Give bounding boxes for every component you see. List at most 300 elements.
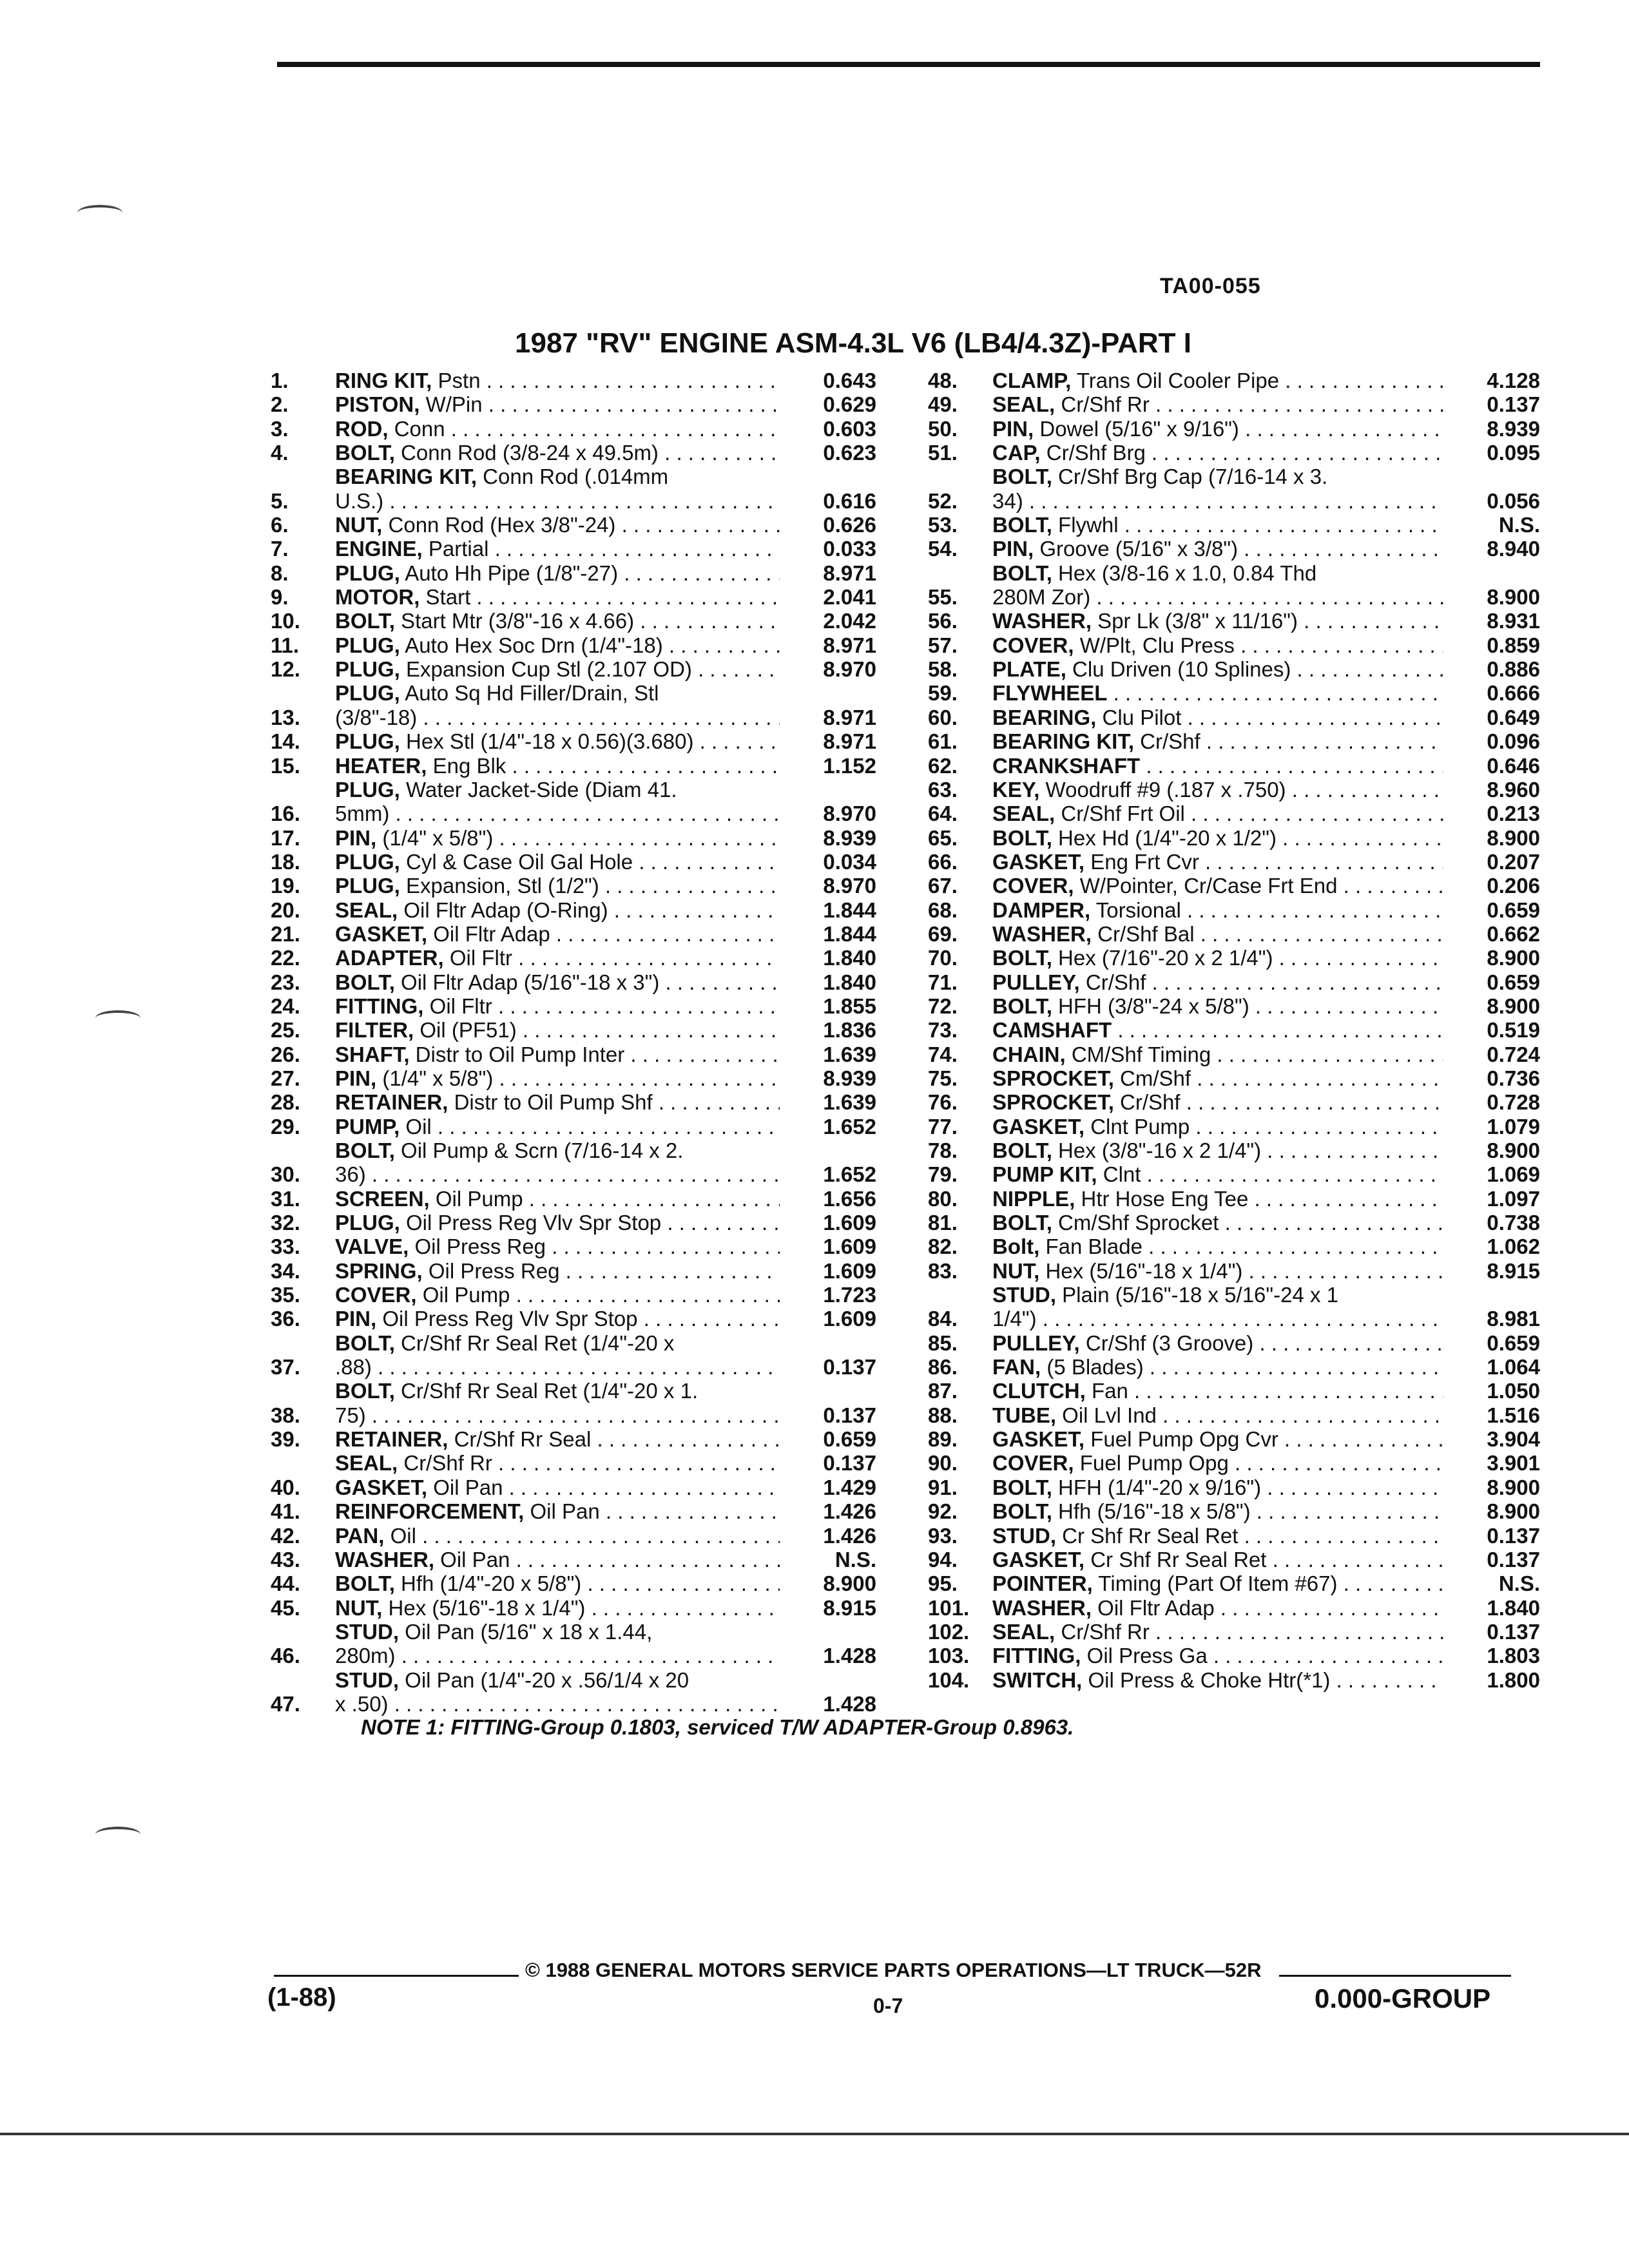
part-detail: Oil Fltr Adap [1092,1595,1215,1620]
group-number: 0.724 [1487,1042,1540,1066]
part-description [992,706,1443,729]
part-description [992,1571,1443,1595]
part-detail: HFH (3/8"-24 x 5/8") [1052,994,1249,1018]
part-name: SWITCH, [992,1667,1083,1692]
part-description [992,369,1443,392]
part-name: BOLT, [992,561,1052,585]
group-number: 0.626 [823,513,876,537]
item-number: 62. [928,753,958,778]
part-row [271,898,876,922]
part-name: PUMP, [335,1114,400,1139]
item-number: 40. [271,1475,300,1499]
part-description [992,1644,1443,1667]
part-row [928,609,1540,633]
part-description [335,874,780,898]
item-number: 34. [271,1258,300,1283]
group-number: 1.609 [823,1235,876,1259]
part-name: GASKET, [335,1475,428,1499]
part-description [992,1066,1443,1090]
part-name: PIN, [992,537,1034,561]
part-description [335,1043,780,1066]
part-detail: Oil Press & Choke Htr(*1) [1082,1667,1331,1692]
part-detail: Hex (5/16"-18 x 1/4") [382,1595,586,1620]
part-description [335,898,780,922]
part-description [335,1307,780,1331]
part-row [928,994,1540,1018]
item-number: 65. [928,825,958,850]
group-number: N.S. [834,1547,876,1571]
part-detail: Conn [388,416,445,441]
part-name: BOLT, [992,1499,1052,1524]
part-name: SPRING, [335,1258,423,1283]
item-number: 1. [271,369,289,392]
part-detail: Cr/Shf Rr Seal Ret (1/4"-20 x 1. [394,1379,699,1403]
part-name: PLUG, [335,729,400,754]
part-row [928,1499,1540,1523]
part-row [271,850,876,874]
group-number: 8.970 [823,657,876,682]
part-name: BOLT, [335,1331,395,1355]
part-name: FITTING, [335,994,424,1018]
part-description [335,1475,780,1499]
part-row [928,561,1540,610]
part-row [271,1235,876,1258]
part-name: COVER, [992,633,1074,657]
group-number: 0.034 [823,849,876,874]
part-name: PLATE, [992,657,1066,682]
item-number: 70. [928,946,958,970]
part-description [992,1620,1443,1644]
group-number: 1.609 [823,1307,876,1331]
part-detail: Cr Shf Rr Seal Ret [1084,1547,1267,1571]
item-number: 74. [928,1042,958,1066]
part-detail: W/Plt, Clu Press [1074,633,1235,657]
part-description [335,417,780,441]
part-detail: Auto Sq Hd Filler/Drain, Stl [400,681,659,706]
part-detail: Conn Rod (.014mm [477,465,669,489]
part-detail: Auto Hh Pipe (1/8"-27) [400,561,619,585]
item-number: 58. [928,657,958,682]
date-code: (1-88) [267,1983,336,2012]
part-detail-continued: 34) [992,488,1023,513]
part-name: SEAL, [992,392,1055,417]
part-description [992,1115,1443,1139]
part-name: STUD, [335,1619,399,1644]
group-number: 8.939 [823,1066,876,1090]
part-description [335,778,780,826]
part-name: COVER, [992,874,1074,898]
part-detail: Expansion Cup Stl (2.107 OD) [400,657,692,682]
part-name: BOLT, [335,1139,395,1162]
part-row [271,754,876,778]
part-row [271,392,876,416]
group-number: 1.064 [1487,1355,1540,1379]
item-number: 63. [928,777,958,802]
part-description [992,1043,1443,1066]
group-number: 0.033 [823,537,876,561]
part-name: BOLT, [992,946,1052,970]
part-detail: Oil Pan (1/4"-20 x .56/1/4 x 20 [399,1667,689,1692]
group-number: 1.428 [823,1691,876,1716]
part-description [335,1235,780,1258]
part-detail-continued: 280M Zor) [992,585,1091,610]
part-name: BEARING KIT, [992,729,1135,754]
part-detail: Hex (5/16"-18 x 1/4") [1039,1258,1243,1283]
part-detail: Hex Stl (1/4"-18 x 0.56)(3.680) [400,729,694,754]
part-description [335,1115,780,1139]
footer-rule-right [1279,1975,1511,1977]
group-number: 1.803 [1487,1644,1540,1668]
part-detail: Fuel Pump Opg [1074,1451,1229,1475]
part-row [928,826,1540,850]
item-number: 19. [271,874,300,898]
part-row [928,1427,1540,1451]
page-number: 0-7 [873,1994,903,2017]
part-description [992,898,1443,922]
group-number: 8.971 [823,705,876,729]
group-number: 8.970 [823,874,876,898]
group-number: 1.609 [823,1211,876,1235]
group-number: 8.915 [1487,1258,1540,1283]
footnote: NOTE 1: FITTING-Group 0.1803, serviced T/W ADAPTER-Group 0.8963. [361,1715,1074,1739]
item-number: 72. [928,994,958,1018]
group-number: 8.900 [1487,994,1540,1018]
item-number: 36. [271,1307,300,1331]
part-name: STUD, [992,1283,1056,1307]
part-name: RETAINER, [335,1427,448,1452]
part-name: BOLT, [992,1475,1052,1499]
group-number: 1.062 [1487,1235,1540,1259]
item-number: 27. [271,1066,300,1090]
part-name: POINTER, [992,1571,1093,1596]
group-number: 1.639 [823,1090,876,1115]
part-detail: Htr Hose Eng Tee [1075,1186,1249,1211]
part-name: CLAMP, [992,369,1072,392]
page-title: 1987 "RV" ENGINE ASM-4.3L V6 (LB4/4.3Z)-PART I [515,327,1191,359]
group-number: 0.646 [1487,753,1540,778]
part-row [928,1115,1540,1139]
part-detail: Trans Oil Cooler Pipe [1071,369,1280,392]
parts-list-right [928,369,1540,1692]
part-description [335,441,780,465]
part-name: NUT, [335,1595,383,1620]
part-description [335,1211,780,1235]
part-detail: Clnt [1097,1162,1141,1187]
part-name: CHAIN, [992,1042,1066,1066]
part-row [271,1139,876,1187]
group-label: 0.000-GROUP [1315,1983,1491,2013]
item-number: 53. [928,513,958,537]
margin-mark [95,1010,140,1026]
part-row [928,1451,1540,1475]
part-detail: Torsional [1090,898,1181,922]
group-number: 8.900 [1487,825,1540,850]
item-number: 104. [928,1667,970,1692]
part-name: SPROCKET, [992,1090,1114,1115]
part-detail: Oil Press Reg Vlv Spr Stop [376,1307,638,1331]
part-row [271,1331,876,1379]
part-name: NUT, [335,513,383,537]
item-number: 46. [271,1644,300,1668]
part-name: PIN, [335,1066,377,1090]
group-number: 1.723 [823,1283,876,1307]
item-number: 78. [928,1139,958,1162]
part-detail: Dowel (5/16" x 9/16") [1034,416,1239,441]
part-row [271,970,876,994]
part-detail: Conn Rod (3/8-24 x 49.5m) [394,441,659,465]
item-number: 43. [271,1547,300,1571]
part-detail: Start Mtr (3/8"-16 x 4.66) [394,609,635,633]
part-name: BEARING KIT, [335,465,477,489]
part-row [928,1524,1540,1548]
group-number: 8.900 [1487,585,1540,610]
group-number: 0.649 [1487,705,1540,729]
item-number: 57. [928,633,958,657]
part-detail-continued: .88) [335,1355,372,1379]
part-name: BOLT, [335,1571,395,1596]
part-name: RING KIT, [335,369,432,392]
item-number: 84. [928,1307,958,1331]
part-description [335,922,780,946]
part-row [928,369,1540,392]
part-detail: Fan [1085,1379,1128,1403]
part-description [992,1524,1443,1548]
part-row [928,1571,1540,1595]
item-number: 85. [928,1331,958,1355]
group-number: 0.738 [1487,1211,1540,1235]
item-number: 5. [271,488,289,513]
item-number: 79. [928,1162,958,1187]
part-description [992,778,1443,802]
part-name: ADAPTER, [335,946,444,970]
top-rule [277,62,1540,67]
item-number: 76. [928,1090,958,1115]
part-row [928,1644,1540,1667]
part-description [335,1139,780,1187]
group-number: 8.900 [1487,1499,1540,1524]
item-number: 47. [271,1691,300,1716]
part-detail: Cr/Shf Rr Seal Ret (1/4"-20 x [394,1331,675,1355]
part-description [992,1090,1443,1114]
part-row [271,537,876,561]
part-detail: Distr to Oil Pump Inter [409,1042,625,1066]
part-name: WASHER, [992,1595,1092,1620]
part-description [335,1331,780,1379]
part-description [992,537,1443,561]
part-detail: Partial [422,537,489,561]
part-row [928,681,1540,705]
item-number: 21. [271,921,300,946]
part-name: BOLT, [992,994,1052,1018]
group-number: 0.623 [823,441,876,465]
part-name: STUD, [335,1667,399,1692]
part-detail: Clu Driven (10 Splines) [1066,657,1291,682]
part-description [335,513,780,537]
part-description [335,1259,780,1283]
part-name: FITTING, [992,1644,1081,1668]
part-row [271,609,876,633]
part-detail: Cm/Shf [1113,1066,1191,1090]
part-name: SEAL, [992,1619,1055,1644]
group-number: 1.855 [823,994,876,1018]
item-number: 82. [928,1235,958,1259]
bottom-rule [0,2133,1629,2135]
group-number: 1.050 [1487,1379,1540,1403]
part-name: NIPPLE, [992,1186,1075,1211]
part-detail: Oil Pan [427,1475,503,1499]
part-detail: W/Pin [419,392,483,417]
part-detail: Oil Fltr Adap (O-Ring) [398,898,608,922]
part-detail: Oil Press Reg [422,1258,560,1283]
part-name: BOLT, [992,1139,1052,1162]
part-row [928,537,1540,561]
part-detail: Clnt Pump [1084,1114,1190,1139]
part-name: NUT, [992,1258,1040,1283]
part-detail: Cm/Shf Sprocket [1052,1211,1219,1235]
group-number: 0.213 [1487,802,1540,826]
item-number: 20. [271,898,300,922]
part-name: BOLT, [992,1211,1052,1235]
group-number: 0.629 [823,392,876,417]
part-detail: Hex (7/16"-20 x 2 1/4") [1052,946,1273,970]
part-name: ROD, [335,416,389,441]
part-detail: Woodruff #9 (.187 x .750) [1039,777,1286,802]
part-description [335,369,780,392]
group-number: 0.137 [823,1355,876,1379]
group-number: 2.041 [823,585,876,610]
item-number: 23. [271,970,300,994]
part-detail: Cr/Shf Brg Cap (7/16-14 x 3. [1052,465,1328,489]
part-description [335,585,780,609]
part-name: CAMSHAFT [992,1018,1112,1043]
part-row [271,1211,876,1235]
item-number: 7. [271,537,289,561]
part-row [928,946,1540,970]
group-number: 0.137 [1487,1523,1540,1548]
part-detail: Fuel Pump Opg Cvr [1084,1427,1278,1452]
part-row [928,465,1540,513]
group-number: 8.971 [823,561,876,585]
item-number: 93. [928,1523,958,1548]
item-number: 56. [928,609,958,633]
part-detail: HFH (1/4"-20 x 9/16") [1052,1475,1262,1499]
part-name: CLUTCH, [992,1379,1086,1403]
part-description [335,946,780,970]
group-number: 0.666 [1487,681,1540,706]
group-number: 2.042 [823,609,876,633]
item-number: 24. [271,994,300,1018]
part-detail: Cr/Shf Frt Oil [1055,802,1185,826]
item-number: 42. [271,1523,300,1548]
part-detail: Timing (Part Of Item #67) [1092,1571,1338,1596]
part-description [992,1283,1443,1331]
part-name: SCREEN, [335,1186,430,1211]
part-description [992,609,1443,633]
part-row [928,392,1540,416]
part-description [992,1139,1443,1162]
part-row [928,802,1540,825]
part-detail-continued: 36) [335,1162,366,1187]
group-number: 1.836 [823,1018,876,1043]
part-row [271,465,876,513]
part-description [992,946,1443,970]
group-number: 1.656 [823,1186,876,1211]
part-detail: Hex Hd (1/4"-20 x 1/2") [1052,825,1277,850]
part-detail: Cr/Shf (3 Groove) [1079,1331,1254,1355]
part-detail: Cr/Shf [1079,970,1146,994]
item-number: 26. [271,1042,300,1066]
part-detail: Cr/Shf Rr [1055,392,1150,417]
item-number: 77. [928,1114,958,1139]
part-name: COVER, [992,1451,1074,1475]
part-detail: Oil Press Reg [409,1235,546,1259]
part-detail: Oil Pan (5/16" x 18 x 1.44, [399,1619,653,1644]
part-description [992,1403,1443,1427]
part-detail: Oil [384,1523,416,1548]
item-number: 35. [271,1283,300,1307]
part-row [271,1596,876,1620]
part-description [992,681,1443,705]
part-name: PIN, [992,416,1034,441]
part-row [271,1475,876,1499]
part-detail: Auto Hex Soc Drn (1/4"-18) [400,633,663,657]
item-number: 25. [271,1018,300,1043]
part-row [271,657,876,681]
group-number: 0.859 [1487,633,1540,657]
part-description [992,513,1443,537]
item-number: 4. [271,441,289,465]
margin-mark [95,1827,140,1842]
part-detail: Oil Press Reg Vlv Spr Stop [400,1211,662,1235]
copyright-line: © 1988 GENERAL MOTORS SERVICE PARTS OPERATIONS—LT TRUCK—52R [525,1959,1262,1981]
part-name: Bolt, [992,1235,1040,1259]
group-number: 0.137 [823,1403,876,1427]
item-number: 37. [271,1355,300,1379]
part-description [335,1668,780,1716]
part-detail: Cr/Shf Rr Seal [448,1427,592,1452]
item-number: 91. [928,1475,958,1499]
item-number: 94. [928,1547,958,1571]
part-row [271,778,876,826]
part-row [928,1090,1540,1114]
part-row [271,1307,876,1331]
group-number: 8.900 [1487,1139,1540,1162]
part-row [271,1259,876,1283]
part-description [335,1596,780,1620]
item-number: 101. [928,1595,970,1620]
group-number: 0.137 [1487,1547,1540,1571]
part-name: SEAL, [335,898,398,922]
group-number: 0.616 [823,488,876,513]
part-row [928,1379,1540,1403]
item-number: 61. [928,729,958,754]
part-row [928,874,1540,898]
part-row [271,874,876,898]
part-description [992,754,1443,778]
part-description [992,1668,1443,1692]
item-number: 52. [928,488,958,513]
part-row [928,1043,1540,1066]
part-row [271,1524,876,1548]
part-name: PLUG, [335,561,400,585]
part-name: DAMPER, [992,898,1091,922]
part-row [928,850,1540,874]
group-number: 8.931 [1487,609,1540,633]
part-name: CRANKSHAFT [992,753,1141,778]
item-number: 15. [271,753,300,778]
group-number: 0.659 [1487,970,1540,994]
item-number: 22. [271,946,300,970]
